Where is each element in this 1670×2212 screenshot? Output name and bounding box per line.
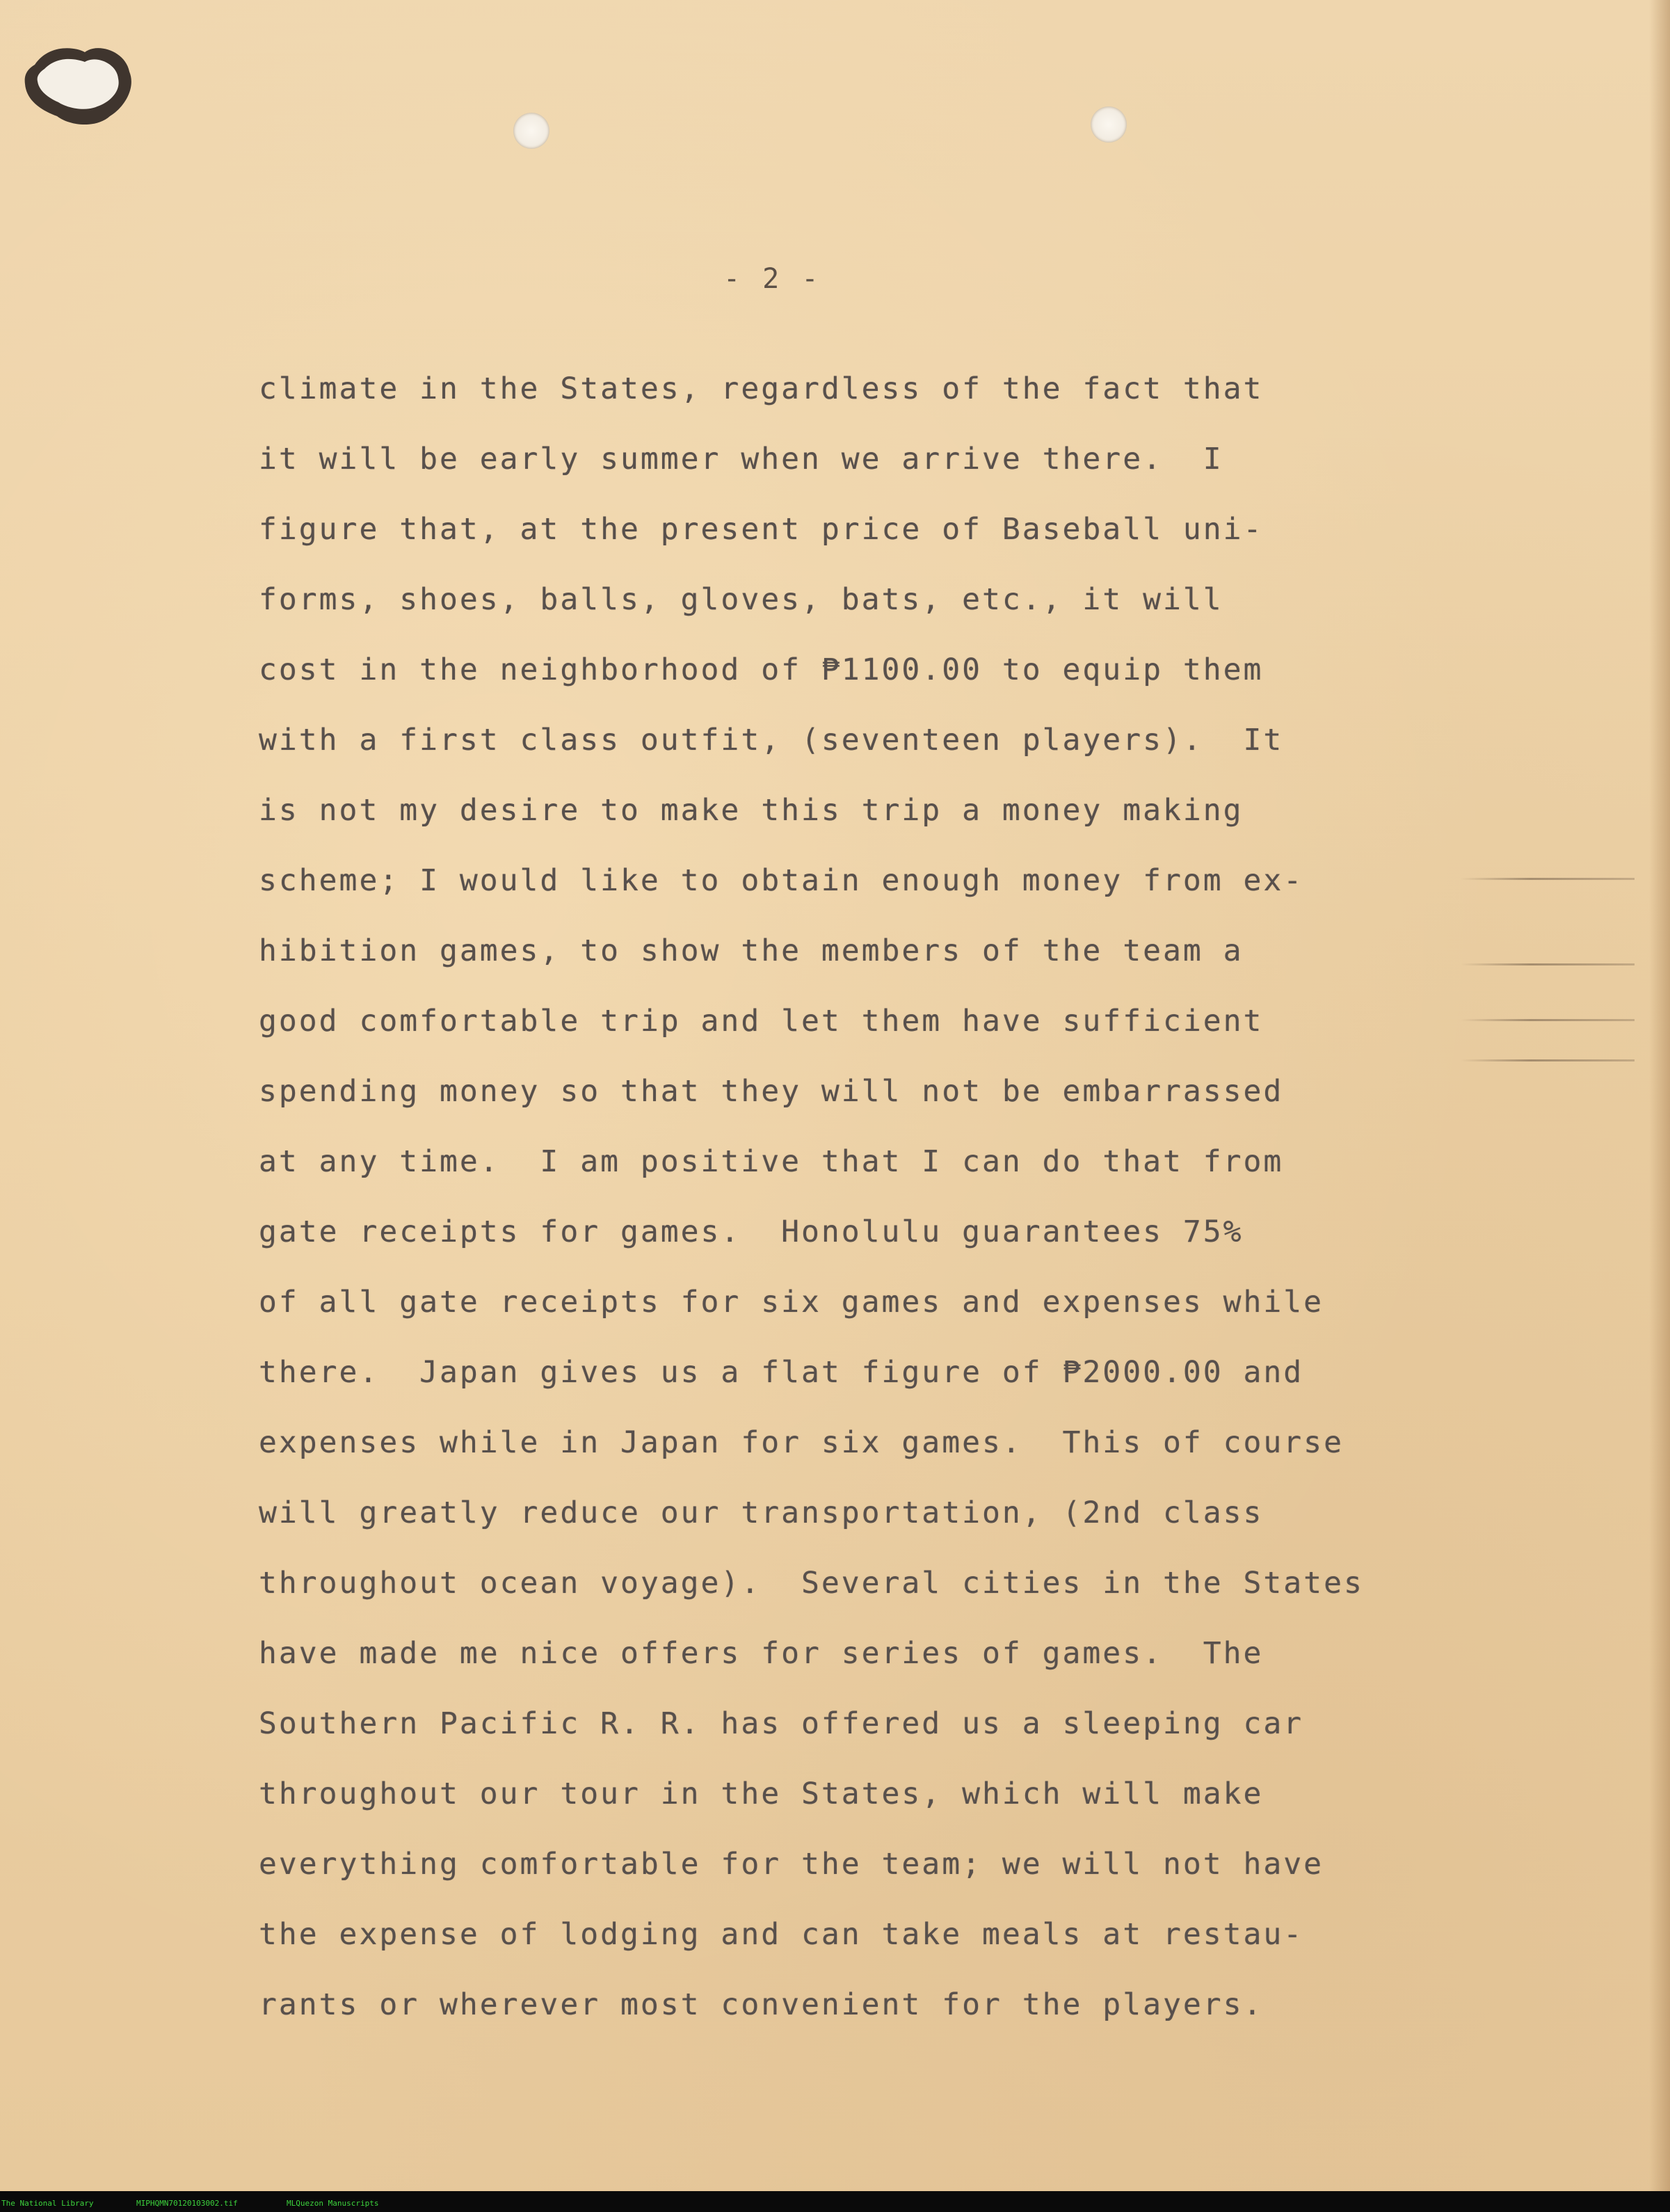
- paper-edge-shadow: [1649, 0, 1670, 2191]
- text-line: it will be early summer when we arrive there. I: [259, 442, 1223, 476]
- paper-crease: [1461, 963, 1635, 965]
- archive-footer-bar: [0, 2191, 1670, 2212]
- footer-collection: MLQuezon Manuscripts: [287, 2199, 379, 2208]
- text-line: is not my desire to make this trip a money making: [259, 793, 1244, 828]
- punch-hole: [513, 113, 549, 149]
- text-line: everything comfortable for the team; we will not have: [259, 1847, 1324, 1882]
- text-line: hibition games, to show the members of the team a: [259, 933, 1244, 968]
- text-line: there. Japan gives us a flat figure of ₱2000.00 and: [259, 1355, 1304, 1390]
- page-number: - 2 -: [723, 263, 821, 295]
- text-line: figure that, at the present price of Baseball uni-: [259, 512, 1264, 547]
- text-line: climate in the States, regardless of the fact that: [259, 371, 1264, 406]
- body-text: [259, 369, 1441, 2055]
- text-line: cost in the neighborhood of ₱1100.00 to equip them: [259, 652, 1264, 687]
- text-line: forms, shoes, balls, gloves, bats, etc., it will: [259, 582, 1223, 617]
- text-line: spending money so that they will not be embarrassed: [259, 1074, 1284, 1109]
- paper-crease: [1461, 1059, 1635, 1061]
- text-line: have made me nice offers for series of games. The: [259, 1636, 1264, 1671]
- text-line: the expense of lodging and can take meals at restau-: [259, 1917, 1304, 1952]
- text-line: gate receipts for games. Honolulu guarantees 75%: [259, 1215, 1244, 1249]
- text-line: with a first class outfit, (seventeen players). It: [259, 723, 1284, 758]
- text-line: expenses while in Japan for six games. This of course: [259, 1425, 1344, 1460]
- text-line: throughout our tour in the States, which will make: [259, 1777, 1264, 1811]
- text-line: Southern Pacific R. R. has offered us a sleeping car: [259, 1706, 1304, 1741]
- burn-mark: [21, 38, 136, 132]
- text-line: will greatly reduce our transportation, (2nd class: [259, 1496, 1264, 1530]
- text-line: throughout ocean voyage). Several cities in the States: [259, 1566, 1364, 1601]
- text-line: good comfortable trip and let them have sufficient: [259, 1004, 1264, 1039]
- footer-file-id: MIPHQMN70120103002.tif: [136, 2199, 238, 2208]
- text-line: rants or wherever most convenient for the players.: [259, 1987, 1264, 2022]
- paper-crease: [1461, 878, 1635, 880]
- text-line: of all gate receipts for six games and expenses while: [259, 1285, 1324, 1320]
- text-line: scheme; I would like to obtain enough money from ex-: [259, 863, 1304, 898]
- text-line: at any time. I am positive that I can do that from: [259, 1144, 1284, 1179]
- footer-library: The National Library: [1, 2199, 94, 2208]
- punch-hole: [1091, 106, 1127, 143]
- paper-crease: [1461, 1019, 1635, 1021]
